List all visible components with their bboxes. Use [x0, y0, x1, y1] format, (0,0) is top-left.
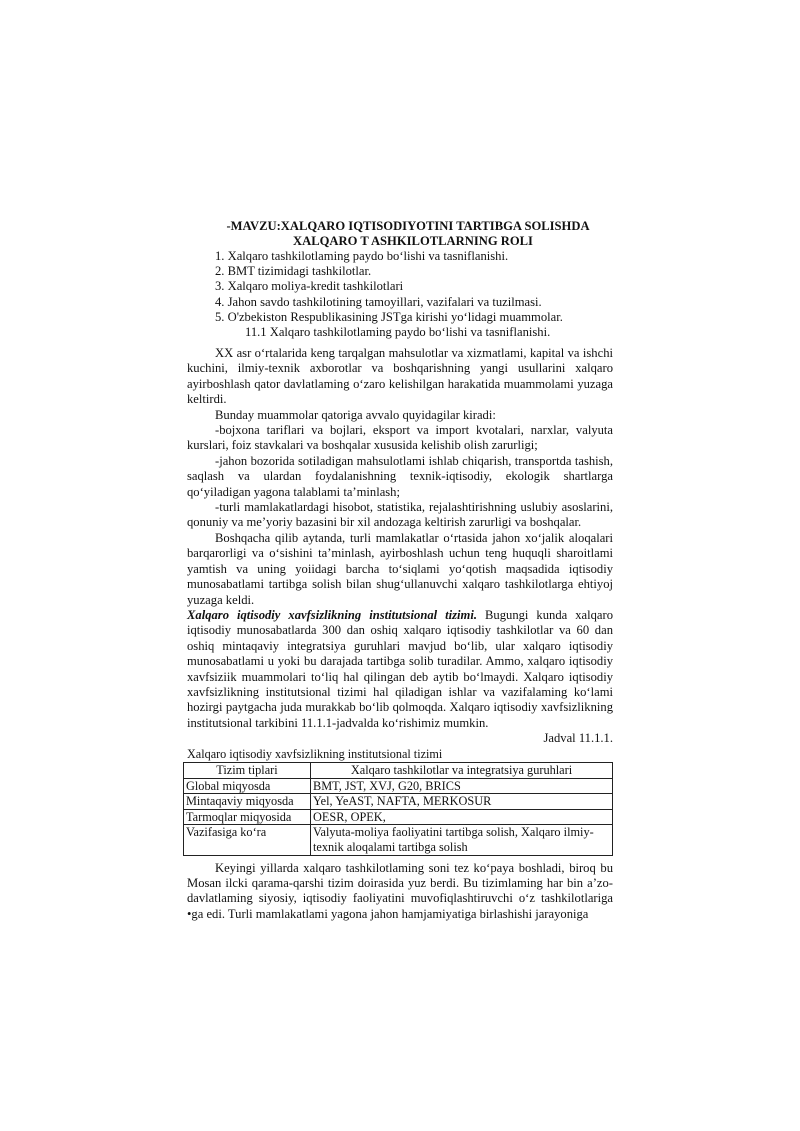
table-row — [184, 825, 613, 855]
paragraph: Bunday muammolar qatoriga avvalo quyidagilar kiradi: — [215, 407, 496, 422]
paragraph: -turli mamlakatlardagi hisobot, statistika, rejalashtirishning uslubiy asoslarini, qonuniy va me’yoriy bazasini bir xil andozaga keltirish zarurligi va boshqalar. — [187, 500, 613, 530]
document-body — [187, 219, 613, 922]
plan-item: 5. O'zbekiston Respublikasining JSTga kirishi yo‘lidagi muammolar. — [215, 309, 563, 324]
table-header-cell: Xalqaro tashkilotlar va integratsiya guruhlari — [311, 762, 613, 778]
table-cell: Vazifasiga ko‘ra — [184, 825, 311, 855]
paragraph: -bojxona tariflari va bojlari, eksport va import kvotalari, narxlar, valyuta kurslari, foiz stavkalari va boshqalar xususida kelishib olish zarurligi; — [187, 423, 613, 453]
table-cell: Global miqyosda — [184, 778, 311, 794]
plan-item: 3. Xalqaro moliya-kredit tashkilotlari — [215, 279, 404, 294]
table-cell: Tarmoqlar miqyosida — [184, 809, 311, 825]
document-title — [187, 219, 613, 249]
plan-item: 1. Xalqaro tashkilotlaming paydo bo‘lishi va tasniflanishi. — [215, 249, 509, 263]
plan-item: 2. BMT tizimidagi tashkilotlar. — [215, 264, 372, 279]
table-row — [184, 794, 613, 810]
title-line-1: -MAVZU:XALQARO IQTISODIYOTINI TARTIBGA SOLISHDA — [226, 219, 590, 233]
title-line-2: XALQARO T ASHKILOTLARNING ROLI — [293, 234, 533, 248]
table-row — [184, 809, 613, 825]
topic-plan-list — [187, 249, 613, 325]
paragraph-lead: Xalqaro iqtisodiy xavfsizlikning institutsional tizimi. — [187, 607, 477, 622]
table-caption: Xalqaro iqtisodiy xavfsizlikning institutsional tizimi — [187, 746, 443, 761]
paragraph-text: Bugungi kunda xalqaro iqtisodiy munosabatlarda 300 dan oshiq xalqaro iqtisodiy tashkilotlar va 60 dan oshiq mintaqaviy integratsiya guruhlari mavjud bo‘lib, ular xalqaro iqtisodiy munosabatlami u yoki bu darajada tartibga solib turadilar. Ammo, xalqaro iqtisodiy xavfsiziik muammolari to‘liq hal qilingan deb aytib bo‘lmaydi. Xalqaro iqtisodiy xavfsizlikning institutsional tizimi hal qiladigan ishlar va vazifalaming ko‘lami hozirgi paytgacha juda murakkab bo‘lib qolmoqda. Xalqaro iqtisodiy xavfsizlikning institutsional tarkibini 11.1.1-jadvalda ko‘rishimiz mumkin. — [187, 607, 614, 730]
table-cell: BMT, JST, XVJ, G20, BRICS — [311, 778, 613, 794]
table-header-row — [184, 762, 613, 778]
plan-item: 4. Jahon savdo tashkilotining tamoyillari, vazifalari va tuzilmasi. — [215, 294, 542, 309]
table-cell: OESR, OPEK, — [311, 809, 613, 825]
table-row — [184, 778, 613, 794]
paragraph: Keyingi yillarda xalqaro tashkilotlaming soni tez ko‘paya boshladi, biroq bu Mosan ilcki qarama-qarshi tizim doirasida yuz berdi. Bu tizimlaming har bin a’zo-davlatlaming siyosiy, iqtisodiy faoliyatini muvofiqlashtiruvchi o‘z tashkilotlariga •ga edi. Turli mamlakatlami yagona jahon hamjamiyatiga birlashishi jarayoniga — [187, 860, 613, 921]
institutional-system-table — [183, 762, 613, 856]
table-cell: Yel, YeAST, NAFTA, MERKOSUR — [311, 794, 613, 810]
paragraph: -jahon bozorida sotiladigan mahsulotlami ishlab chiqarish, transportda tashish, saqlash va ulardan foydalanishning texnik-iqtisodiy, ekologik shartlarga qo‘yiladigan yagona talablami ta’minlash; — [187, 453, 613, 499]
table-cell: Valyuta-moliya faoliyatini tartibga solish, Xalqaro ilmiy-texnik aloqalami tartibga solish — [311, 825, 613, 855]
paragraph: XX asr o‘rtalarida keng tarqalgan mahsulotlar va xizmatlami, kapital va ishchi kuchini, ilmiy-texnik axborotlar va boshqarishning yangi usullarini xalqaro ayirboshlash qator davlatlaming o‘zaro kelishilgan harakatida muammolami yuzaga keltirdi. — [187, 346, 613, 407]
section-heading: 11.1 Xalqaro tashkilotlaming paydo bo‘lishi va tasniflanishi. — [245, 325, 551, 340]
table-cell: Mintaqaviy miqyosda — [184, 794, 311, 810]
paragraph: Boshqacha qilib aytanda, turli mamlakatlar o‘rtasida jahon xo‘jalik aloqalari barqarorligi va o‘sishini ta’minlash, ayirboshlash uchun teng huquqli sharoitlami yamtish va uning yoiidagi barcha to‘siqlami yo‘qotish maqsadida iqtisodiy munosabatlami tartibga solish bilan shug‘ullanuvchi xalqaro tashkilotlarga ehtiyoj yuzaga keldi. — [187, 530, 613, 607]
table-label: Jadval 11.1.1. — [543, 731, 613, 746]
paragraph — [187, 608, 613, 731]
table-header-cell: Tizim tiplari — [184, 762, 311, 778]
